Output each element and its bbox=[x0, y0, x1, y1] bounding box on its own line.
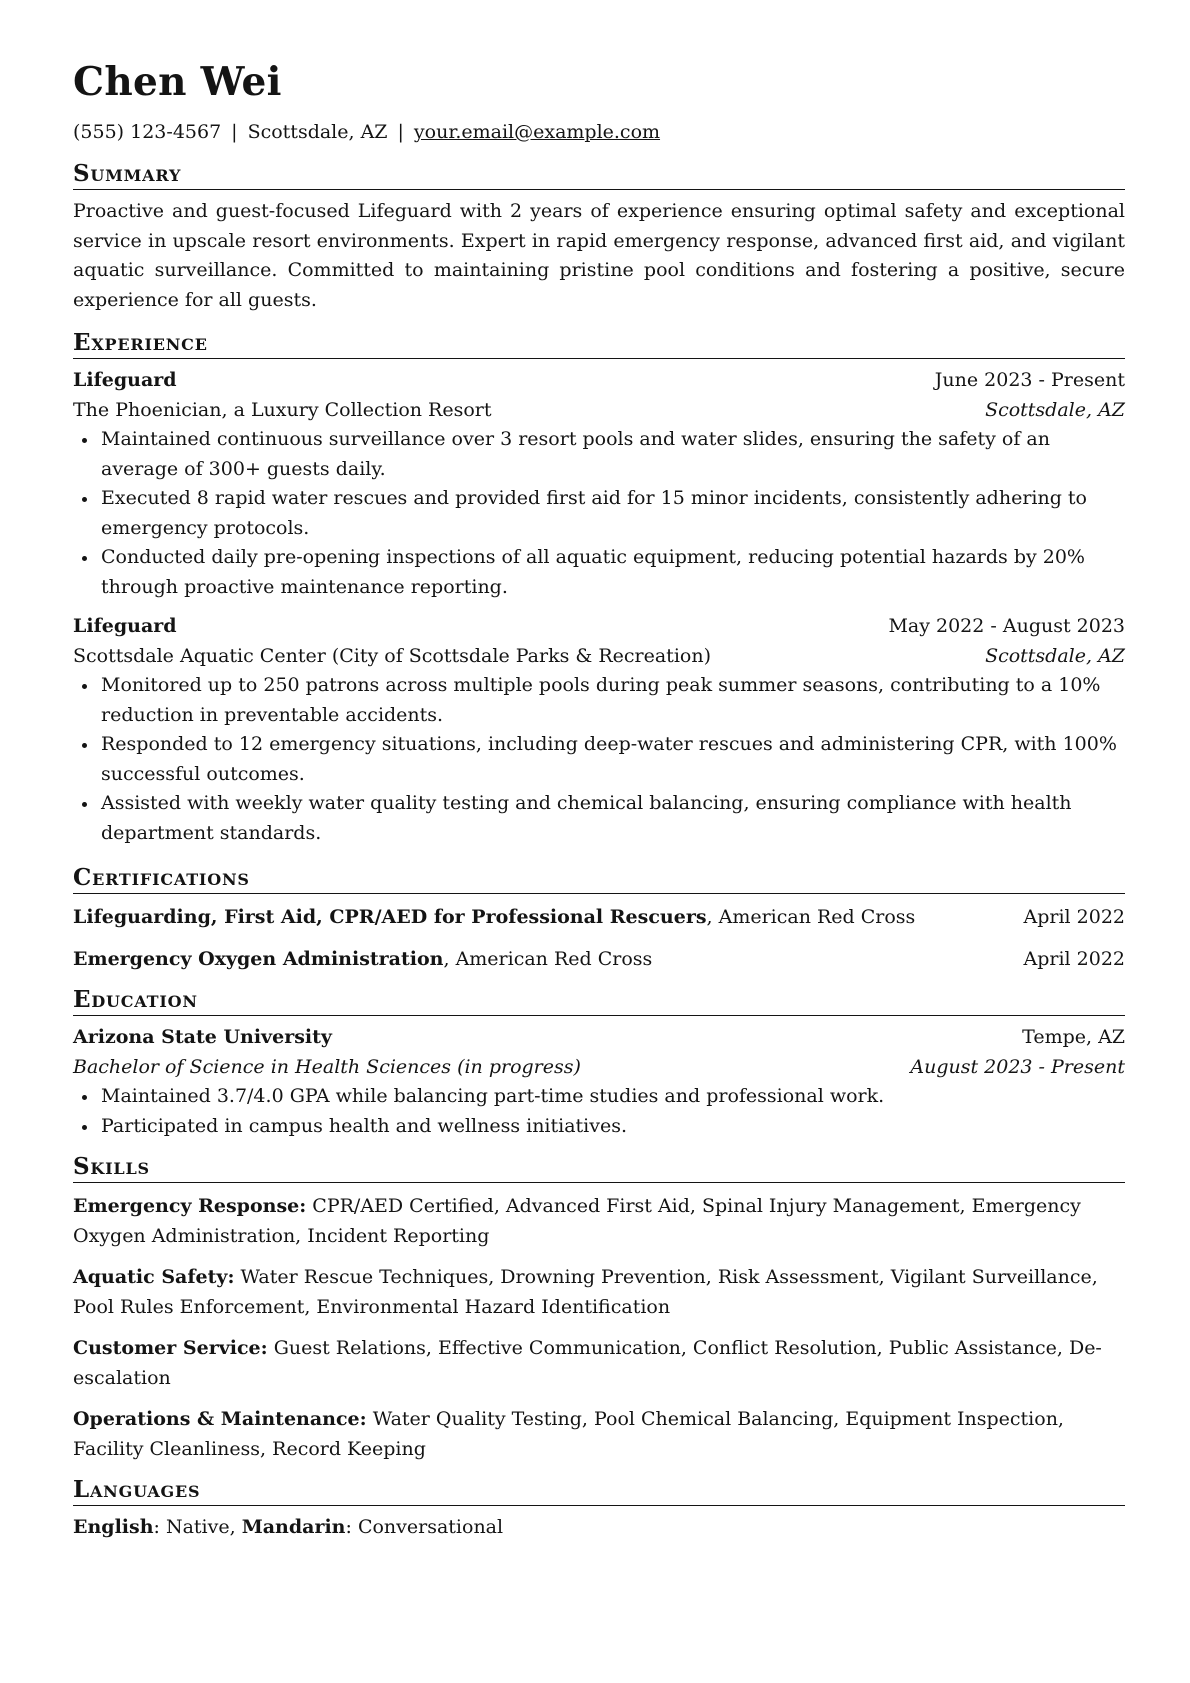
skill-label: Emergency Response: bbox=[73, 1195, 307, 1217]
experience-entry bbox=[73, 366, 1125, 602]
skill-items: Guest Relations, Effective Communication, Conflict Resolution, Public Assistance, De-escalation bbox=[73, 1337, 1102, 1389]
list-item: Monitored up to 250 patrons across multiple pools during peak summer seasons, contributing to a 10% reduction in preventable accidents. bbox=[73, 671, 1125, 730]
job-title: Lifeguard bbox=[73, 615, 177, 637]
company-name: The Phoenician, a Luxury Collection Resort bbox=[73, 398, 492, 421]
certification-entry bbox=[73, 945, 1125, 975]
language-level: : Native, bbox=[153, 1516, 242, 1538]
section-title-skills: Skills bbox=[73, 1153, 1125, 1183]
job-bullets bbox=[73, 671, 1125, 848]
list-item: Executed 8 rapid water rescues and provided first aid for 15 minor incidents, consistently adhering to emergency protocols. bbox=[73, 484, 1125, 543]
degree-name: Bachelor of Science in Health Sciences (in progress) bbox=[73, 1055, 581, 1078]
skill-label: Customer Service: bbox=[73, 1337, 268, 1359]
company-name: Scottsdale Aquatic Center (City of Scottsdale Parks & Recreation) bbox=[73, 644, 711, 667]
skill-items: Water Quality Testing, Pool Chemical Balancing, Equipment Inspection, Facility Cleanliness, Record Keeping bbox=[73, 1408, 1064, 1460]
job-dates: May 2022 - August 2023 bbox=[888, 615, 1125, 637]
contact-separator: | bbox=[397, 121, 404, 143]
certification-date: April 2022 bbox=[1023, 906, 1125, 928]
language-name: Mandarin bbox=[241, 1516, 346, 1538]
education-dates: August 2023 - Present bbox=[910, 1055, 1125, 1078]
certification-issuer: , American Red Cross bbox=[706, 906, 916, 928]
resume-page bbox=[73, 56, 1125, 1543]
section-title-languages: Languages bbox=[73, 1476, 1125, 1506]
email-link[interactable]: your.email@example.com bbox=[413, 121, 661, 143]
job-location: Scottsdale, AZ bbox=[985, 644, 1125, 667]
contact-line bbox=[73, 120, 1125, 144]
job-title: Lifeguard bbox=[73, 369, 177, 391]
school-name: Arizona State University bbox=[73, 1026, 332, 1048]
skill-label: Operations & Maintenance: bbox=[73, 1408, 367, 1430]
experience-entry bbox=[73, 612, 1125, 848]
list-item: Participated in campus health and wellness initiatives. bbox=[73, 1112, 1125, 1142]
summary-text: Proactive and guest-focused Lifeguard with 2 years of experience ensuring optimal safety and exceptional service in upscale resort environments. Expert in rapid emergency response, advanced first aid, and vigilant aquatic surveillance. Committed to maintaining pristine pool conditions and fostering a positive, secure experience for all guests. bbox=[73, 200, 1125, 311]
languages-line bbox=[73, 1513, 1125, 1543]
job-dates: June 2023 - Present bbox=[934, 369, 1125, 391]
skill-group bbox=[73, 1405, 1125, 1464]
list-item: Assisted with weekly water quality testing and chemical balancing, ensuring compliance with health department standards. bbox=[73, 789, 1125, 848]
list-item: Maintained continuous surveillance over 3 resort pools and water slides, ensuring the safety of an average of 300+ guests daily. bbox=[73, 425, 1125, 484]
job-bullets bbox=[73, 425, 1125, 602]
job-location: Scottsdale, AZ bbox=[985, 398, 1125, 421]
language-name: English bbox=[73, 1516, 154, 1538]
certification-name: Emergency Oxygen Administration bbox=[73, 947, 444, 970]
language-level: : Conversational bbox=[345, 1516, 504, 1538]
skill-items: CPR/AED Certified, Advanced First Aid, Spinal Injury Management, Emergency Oxygen Administration, Incident Reporting bbox=[73, 1195, 1081, 1247]
skill-group bbox=[73, 1334, 1125, 1393]
phone-number: (555) 123-4567 bbox=[73, 121, 222, 143]
certification-issuer: , American Red Cross bbox=[443, 947, 653, 970]
certification-date: April 2022 bbox=[1023, 947, 1125, 970]
education-entry bbox=[73, 1023, 1125, 1141]
contact-location: Scottsdale, AZ bbox=[247, 121, 388, 143]
skill-label: Aquatic Safety: bbox=[73, 1266, 235, 1288]
skill-group bbox=[73, 1192, 1125, 1251]
education-bullets bbox=[73, 1082, 1125, 1141]
section-title-summary: Summary bbox=[73, 160, 1125, 190]
certification-entry bbox=[73, 903, 1125, 933]
contact-separator: | bbox=[231, 121, 238, 143]
section-title-certifications: Certifications bbox=[73, 864, 1125, 894]
skill-items: Water Rescue Techniques, Drowning Prevention, Risk Assessment, Vigilant Surveillance, Pool Rules Enforcement, Environmental Hazard Identification bbox=[73, 1266, 1098, 1318]
list-item: Conducted daily pre-opening inspections of all aquatic equipment, reducing potential hazards by 20% through proactive maintenance reporting. bbox=[73, 543, 1125, 602]
list-item: Maintained 3.7/4.0 GPA while balancing part-time studies and professional work. bbox=[73, 1082, 1125, 1112]
school-location: Tempe, AZ bbox=[1022, 1026, 1125, 1048]
list-item: Responded to 12 emergency situations, including deep-water rescues and administering CPR, with 100% successful outcomes. bbox=[73, 730, 1125, 789]
certification-name: Lifeguarding, First Aid, CPR/AED for Professional Rescuers bbox=[73, 906, 707, 928]
candidate-name: Chen Wei bbox=[73, 59, 282, 105]
section-title-experience: Experience bbox=[73, 329, 1125, 359]
skill-group bbox=[73, 1263, 1125, 1322]
section-title-education: Education bbox=[73, 986, 1125, 1016]
